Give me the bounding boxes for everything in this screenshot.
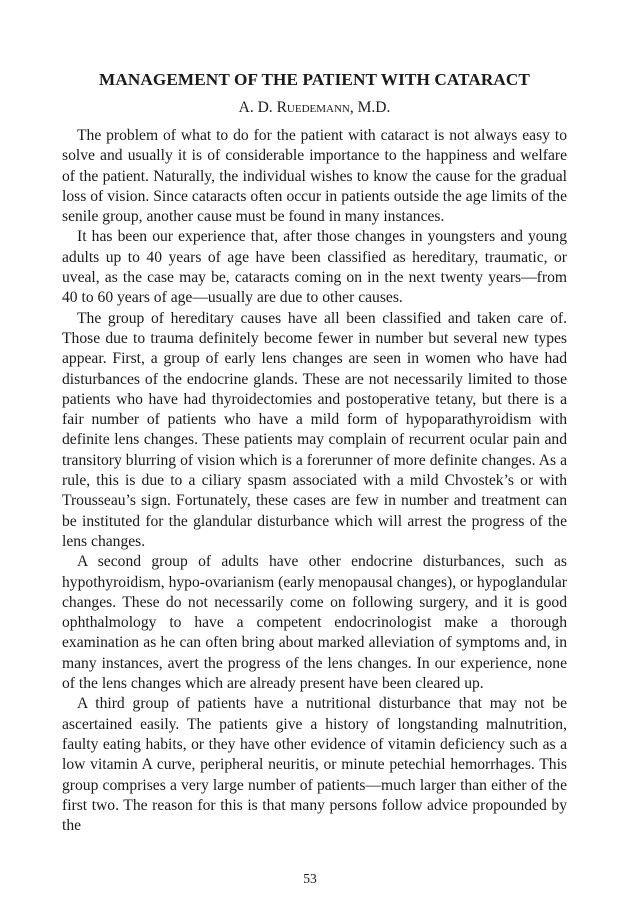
article-title: MANAGEMENT OF THE PATIENT WITH CATARACT: [99, 70, 530, 89]
paragraph-4: A second group of adults have other endocrine disturbances, such as hypothyroidism, hypo-ovarianism (early menopausal changes), or hypoglandular changes. These do not necessarily come on following surgery, and it is good ophthalmology to have a competent endocrinologist make a thorough examination as he can often bring about marked alleviation of symptoms and, in many instances, avert the progress of the lens changes. In our experience, none of the lens changes which are already present have been cleared up.: [62, 553, 567, 693]
author-initials: A. D.: [238, 99, 277, 116]
author-surname: Ruedemann: [276, 99, 350, 116]
paragraph-2: It has been our experience that, after those changes in youngsters and young adults up to 40 years of age have been classified as hereditary, traumatic, or uveal, as the case may be, cataracts coming on in the next twenty years—from 40 to 60 years of age—usually are due to other causes.: [62, 228, 567, 307]
author-line: [62, 98, 567, 118]
article-body: [62, 126, 567, 836]
paragraph-1: The problem of what to do for the patient with cataract is not always easy to solve and usually it is of considerable importance to the happiness and welfare of the patient. Naturally, the individual wishes to know the cause for the gradual loss of vision. Since cataracts often occur in patients outside the age limits of the senile group, another cause must be found in many instances.: [62, 127, 567, 226]
author-degree: , M.D.: [349, 99, 391, 116]
paragraph-5: A third group of patients have a nutritional disturbance that may not be ascertained easily. The patients give a history of longstanding malnutrition, faulty eating habits, or they have other evidence of vitamin deficiency such as a low vitamin A curve, peripheral neuritis, or minute petechial hemorrhages. This group comprises a very large number of patients—much larger than either of the first two. The reason for this is that many persons follow advice propounded by the: [62, 695, 567, 835]
page-number: 53: [303, 871, 317, 886]
paragraph-3: The group of hereditary causes have all been classified and taken care of. Those due to trauma definitely become fewer in number but several new types appear. First, a group of early lens changes are seen in women who have had disturbances of the endocrine glands. These are not necessarily limited to those patients who have had thyroidectomies and postoperative tetany, but there is a fair number of patients who have a mild form of hypoparathyroidism with definite lens changes. These patients may complain of recurrent ocular pain and transitory blurring of vision which is a forerunner of more definite changes. As a rule, this is due to a ciliary spasm associated with a mild Chvostek’s or with Trousseau’s sign. Fortunately, these cases are few in number and treatment can be instituted for the glandular disturbance which will arrest the progress of the lens changes.: [62, 309, 567, 550]
article: [62, 70, 567, 836]
